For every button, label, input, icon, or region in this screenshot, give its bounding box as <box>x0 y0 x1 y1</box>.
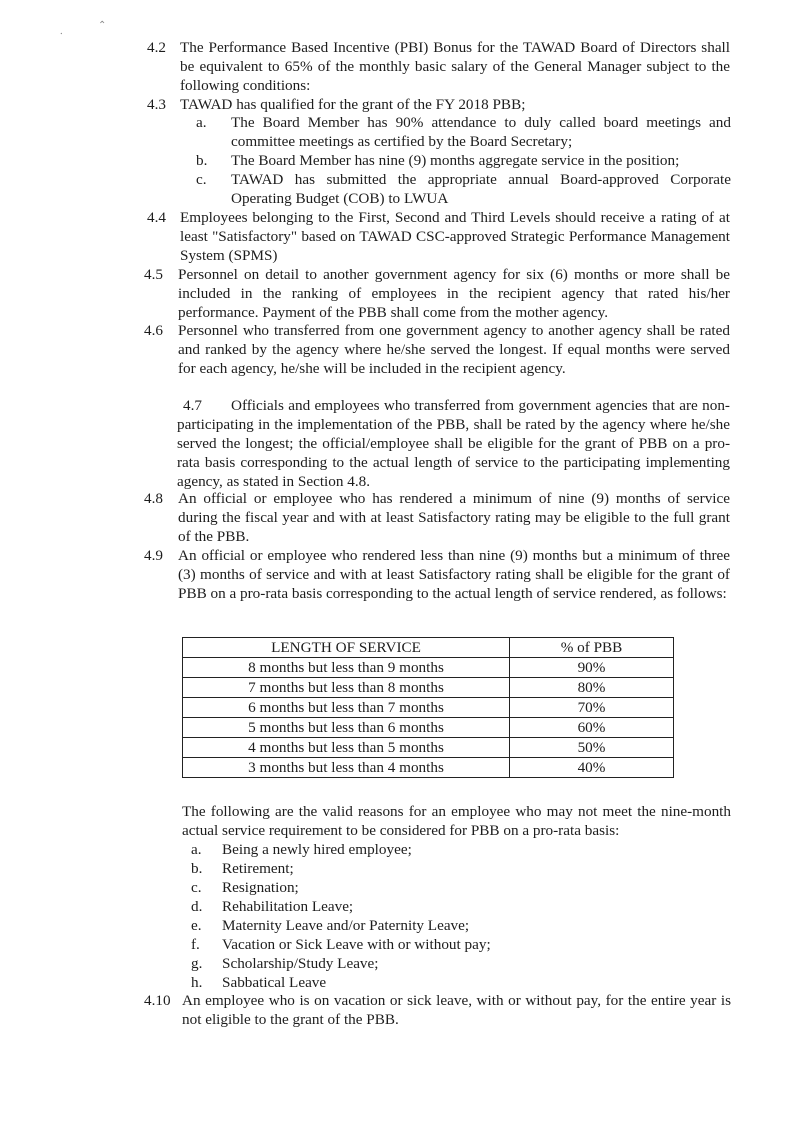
item-label: e. <box>191 917 202 934</box>
item-label: a. <box>191 841 202 858</box>
item-label: f. <box>191 936 200 953</box>
table-row <box>183 678 674 698</box>
section-number: 4.4 <box>147 209 166 226</box>
section-number: 4.10 <box>144 992 171 1009</box>
service-length-cell: 4 months but less than 5 months <box>183 738 510 758</box>
section-text: The Performance Based Incentive (PBI) Bonus for the TAWAD Board of Directors shall be equivalent to 65% of the monthly basic salary of the General Manager subject to the following conditions: <box>180 39 730 94</box>
section-4-7 <box>177 396 730 491</box>
section-text: Personnel who transferred from one government agency to another agency shall be rated and ranked by the agency where he/she served the longest. If equal months were served for each agency, he/she will be included in the recipient agency. <box>178 322 730 377</box>
item-label: a. <box>196 114 207 131</box>
pbb-percent-cell: 70% <box>510 698 674 718</box>
service-length-cell: 3 months but less than 4 months <box>183 758 510 778</box>
section-text: TAWAD has qualified for the grant of the FY 2018 PBB; <box>180 96 526 113</box>
item-text: Sabbatical Leave <box>222 974 327 991</box>
item-text: Being a newly hired employee; <box>222 841 412 858</box>
section-text: An employee who is on vacation or sick leave, with or without pay, for the entire year is not eligible to the grant of the PBB. <box>182 992 731 1028</box>
pbb-percent-cell: 80% <box>510 678 674 698</box>
table-row <box>183 738 674 758</box>
section-number: 4.8 <box>144 490 163 507</box>
section-text: An official or employee who has rendered a minimum of nine (9) months of service during the fiscal year and with at least Satisfactory rating may be eligible to the full grant of the PBB. <box>178 490 730 545</box>
scan-mark-caret: ⌃ <box>98 20 107 31</box>
table-row <box>183 718 674 738</box>
scan-mark-dot: ⸱ <box>60 29 63 40</box>
header-length-of-service: LENGTH OF SERVICE <box>183 638 510 658</box>
service-length-cell: 8 months but less than 9 months <box>183 658 510 678</box>
pro-rata-table <box>182 637 674 778</box>
section-text: Personnel on detail to another government agency for six (6) months or more shall be included in the ranking of employees in the recipient agency that rated his/her performance. Payment of the PBB shall come from the mother agency. <box>178 266 730 321</box>
item-label: h. <box>191 974 203 991</box>
header-percent-pbb: % of PBB <box>510 638 674 658</box>
item-text: Vacation or Sick Leave with or without pay; <box>222 936 491 953</box>
item-label: c. <box>196 171 207 188</box>
pbb-percent-cell: 50% <box>510 738 674 758</box>
item-text: Maternity Leave and/or Paternity Leave; <box>222 917 470 934</box>
pbb-percent-cell: 90% <box>510 658 674 678</box>
pbb-percent-cell: 40% <box>510 758 674 778</box>
pbb-percent-cell: 60% <box>510 718 674 738</box>
item-label: c. <box>191 879 202 896</box>
section-text: Officials and employees who transferred from government agencies that are non-participating in the implementation of the PBB, shall be rated by the agency where he/she served the longest; the official/employee shall be eligible for the grant of PBB on a pro-rata basis corresponding to the actual length of service to the participating implementing agency, as stated in Section 4.8. <box>177 397 730 490</box>
section-number: 4.5 <box>144 266 163 283</box>
item-label: g. <box>191 955 203 972</box>
item-text: Retirement; <box>222 860 294 877</box>
section-number: 4.2 <box>147 39 166 56</box>
item-text: The Board Member has nine (9) months aggregate service in the position; <box>231 152 680 169</box>
table-row <box>183 658 674 678</box>
item-text: Rehabilitation Leave; <box>222 898 354 915</box>
section-number: 4.3 <box>147 96 166 113</box>
item-text: Scholarship/Study Leave; <box>222 955 379 972</box>
item-label: b. <box>196 152 208 169</box>
table-header-row <box>183 638 674 658</box>
reasons-intro: The following are the valid reasons for an employee who may not meet the nine-month actual service requirement to be considered for PBB on a pro-rata basis: <box>182 803 731 839</box>
item-label: b. <box>191 860 203 877</box>
section-number: 4.6 <box>144 322 163 339</box>
table-row <box>183 698 674 718</box>
section-text: An official or employee who rendered less than nine (9) months but a minimum of three (3) months of service and with at least Satisfactory rating shall be eligible for the grant of PBB on a pro-rata basis corresponding to the actual length of service rendered, as follows: <box>178 547 730 602</box>
service-length-cell: 5 months but less than 6 months <box>183 718 510 738</box>
section-number: 4.9 <box>144 547 163 564</box>
item-text: TAWAD has submitted the appropriate annual Board-approved Corporate Operating Budget (COB) to LWUA <box>231 171 731 207</box>
section-number: 4.7 <box>183 397 202 414</box>
section-text: Employees belonging to the First, Second and Third Levels should receive a rating of at least "Satisfactory" based on TAWAD CSC-approved Strategic Performance Management System (SPMS) <box>180 209 730 264</box>
service-length-cell: 7 months but less than 8 months <box>183 678 510 698</box>
item-text: Resignation; <box>222 879 299 896</box>
item-label: d. <box>191 898 203 915</box>
item-text: The Board Member has 90% attendance to duly called board meetings and committee meetings as certified by the Board Secretary; <box>231 114 731 150</box>
table-row <box>183 758 674 778</box>
service-length-cell: 6 months but less than 7 months <box>183 698 510 718</box>
